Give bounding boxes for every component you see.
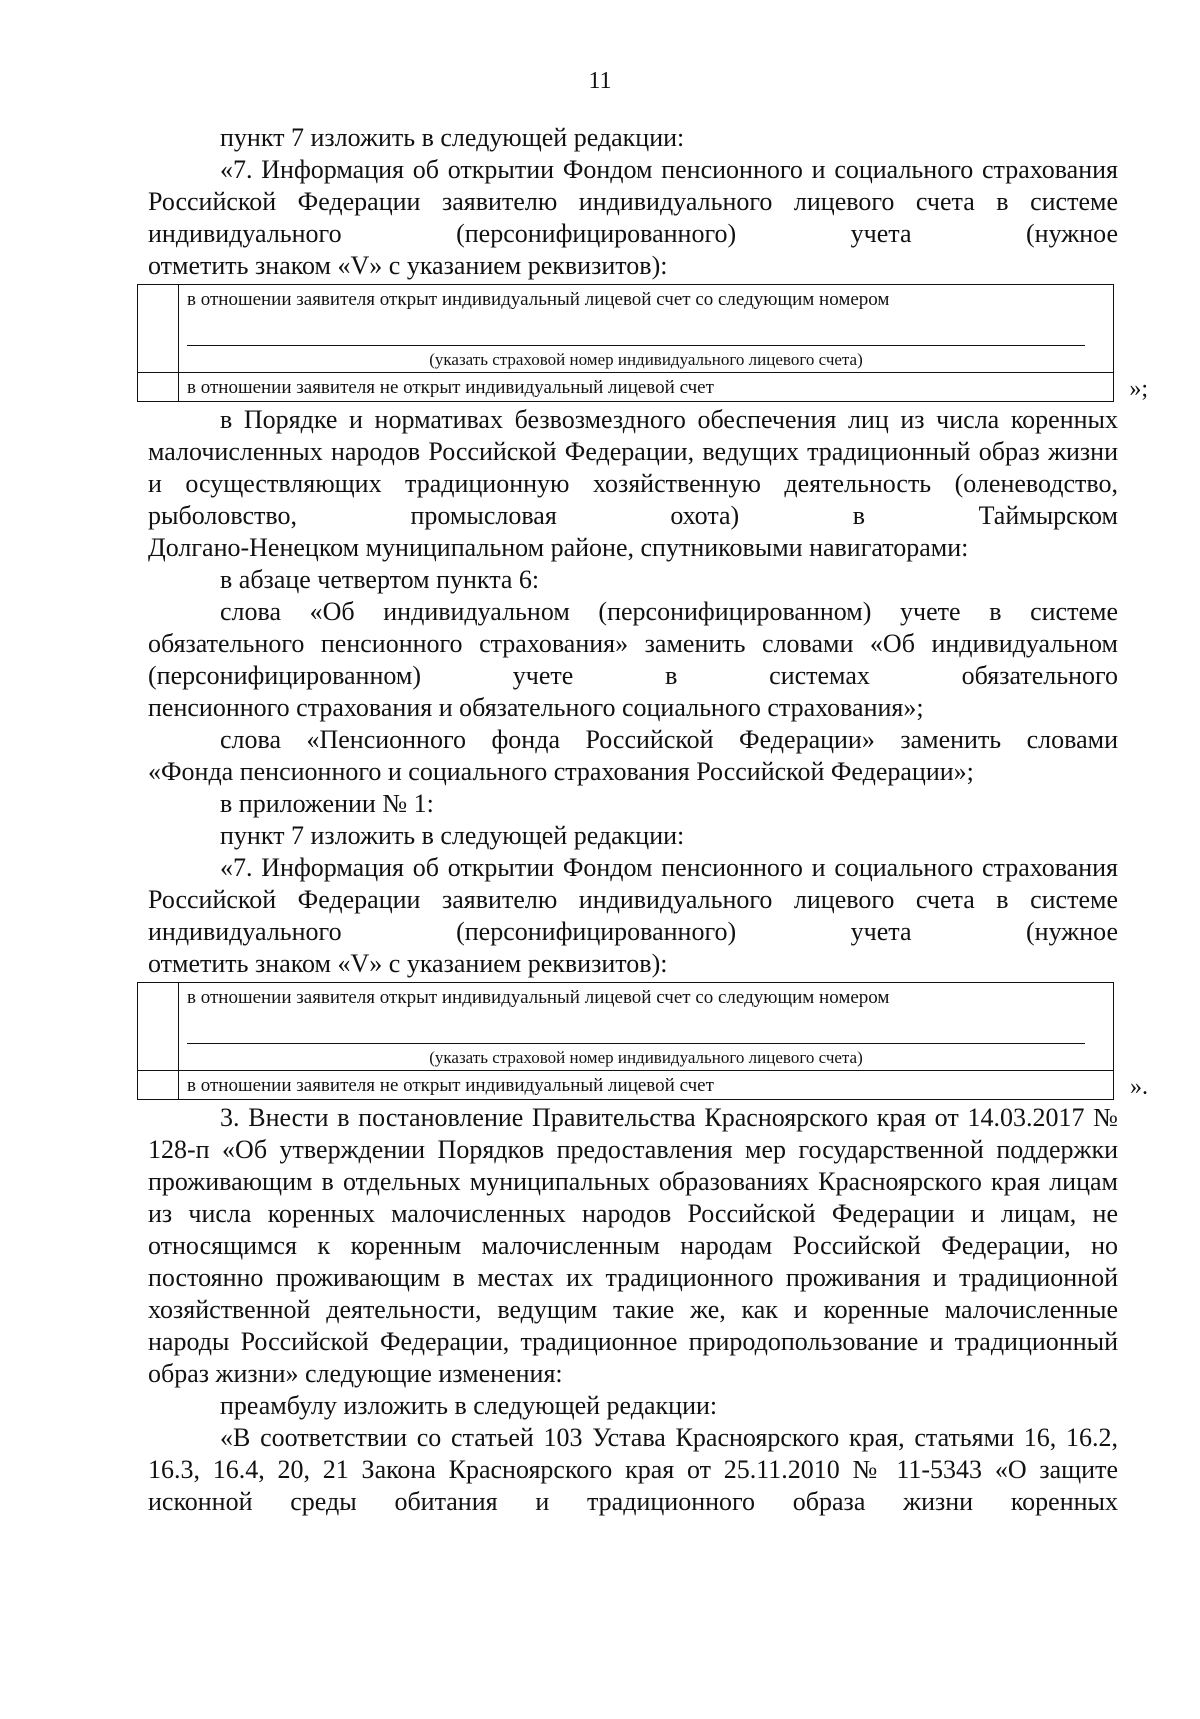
option-no-account bbox=[179, 373, 1114, 402]
page-number: 11 bbox=[588, 68, 612, 94]
paragraph: «Фонда пенсионного и социального страхования Российской Федерации»; bbox=[148, 757, 974, 786]
checkbox-cell[interactable] bbox=[138, 373, 179, 402]
paragraph: в Порядке и нормативах безвозмездного обеспечения лиц из числа коренных малочисленных народов Российской Федерации, ведущих традиционный образ жизни и осуществляющих традиционную хозяйственную деятельность (оленеводство, рыболовство, промысловая охота) в Таймырском bbox=[148, 405, 1118, 530]
paragraph: в приложении № 1: bbox=[220, 789, 434, 818]
checkbox-cell[interactable] bbox=[138, 983, 179, 1071]
paragraph: пункт 7 изложить в следующей редакции: bbox=[220, 123, 685, 152]
option-no-account bbox=[179, 1071, 1114, 1100]
paragraph: отметить знаком «V» с указанием реквизитов): bbox=[148, 251, 668, 280]
paragraph: преамбулу изложить в следующей редакции: bbox=[220, 1391, 718, 1420]
option-label: в отношении заявителя открыт индивидуальный лицевой счет со следующим номером bbox=[187, 289, 890, 310]
option-label: в отношении заявителя не открыт индивидуальный лицевой счет bbox=[187, 1075, 714, 1096]
paragraph: слова «Пенсионного фонда Российской Федерации» заменить словами bbox=[220, 725, 1118, 754]
document-body bbox=[148, 122, 1148, 1518]
account-number-line bbox=[187, 311, 1085, 346]
checkbox-cell[interactable] bbox=[138, 285, 179, 373]
paragraph: в абзаце четвертом пункта 6: bbox=[220, 565, 540, 594]
closing-quote: ». bbox=[1130, 1074, 1148, 1100]
option-label: в отношении заявителя открыт индивидуальный лицевой счет со следующим номером bbox=[187, 987, 890, 1008]
hint-text: (указать страховой номер индивидуального лицевого счета) bbox=[429, 350, 863, 369]
paragraph: пенсионного страхования и обязательного социального страхования»; bbox=[148, 693, 924, 722]
hint-text: (указать страховой номер индивидуального лицевого счета) bbox=[429, 1048, 863, 1067]
paragraph: «7. Информация об открытии Фондом пенсионного и социального страхования Российской Федерации заявителю индивидуального лицевого счета в системе индивидуального (персонифицированного) учета (нужное bbox=[148, 155, 1118, 248]
paragraph: «В соответствии со статьей 103 Устава Красноярского края, статьями 16, 16.2, 16.3, 16.4, 20, 21 Закона Красноярского края от 25.11.2010 № 11-5343 «О защите исконной среды обитания и традиционного образа жизни коренных bbox=[148, 1423, 1118, 1516]
paragraph: отметить знаком «V» с указанием реквизитов): bbox=[148, 949, 668, 978]
paragraph: слова «Об индивидуальном (персонифицированном) учете в системе обязательного пенсионного страхования» заменить словами «Об индивидуальном (персонифицированном) учете в системах обязательного bbox=[148, 597, 1118, 690]
option-label: в отношении заявителя не открыт индивидуальный лицевой счет bbox=[187, 377, 714, 398]
checkbox-cell[interactable] bbox=[138, 1071, 179, 1100]
paragraph: 3. Внести в постановление Правительства Красноярского края от 14.03.2017 № 128-п «Об утверждении Порядков предоставления мер государственной поддержки проживающим в отдельных муниципальных образованиях Красноярского края лицам из числа коренных малочисленных народов Российской Федерации и лицам, не относящимся к коренным малочисленным народам Российской Федерации, но постоянно проживающим в местах их традиционного проживания и традиционной хозяйственной деятельности, ведущим такие же, как и коренные малочисленные народы Российской Федерации, традиционное природопользование и традиционный bbox=[148, 1103, 1118, 1356]
option-open-account bbox=[179, 285, 1114, 373]
paragraph: образ жизни» следующие изменения: bbox=[148, 1359, 563, 1388]
paragraph: «7. Информация об открытии Фондом пенсионного и социального страхования Российской Федерации заявителю индивидуального лицевого счета в системе индивидуального (персонифицированного) учета (нужное bbox=[148, 853, 1118, 946]
account-number-line bbox=[187, 1009, 1085, 1044]
closing-quote: »; bbox=[1129, 376, 1148, 402]
form-table-1 bbox=[137, 284, 1148, 402]
form-table-2 bbox=[137, 982, 1148, 1100]
paragraph: Долгано-Ненецком муниципальном районе, спутниковыми навигаторами: bbox=[148, 533, 969, 562]
paragraph: пункт 7 изложить в следующей редакции: bbox=[220, 821, 685, 850]
option-open-account bbox=[179, 983, 1114, 1071]
